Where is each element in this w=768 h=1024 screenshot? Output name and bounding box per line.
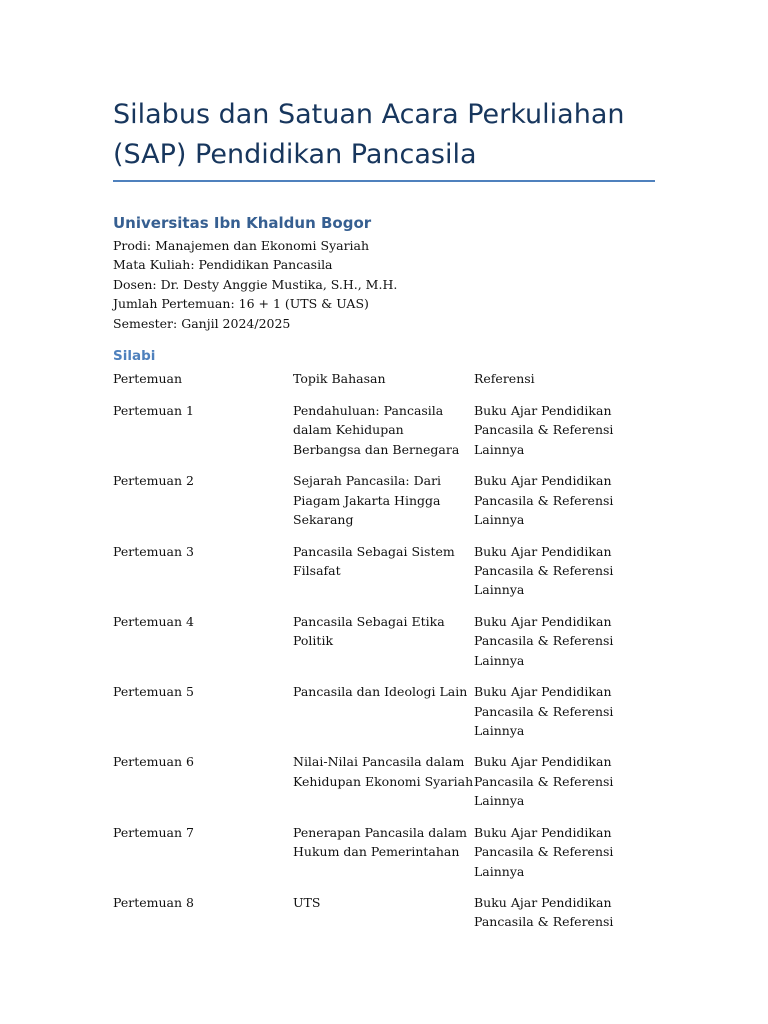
reference-cell: Buku Ajar Pendidikan Pancasila & Referensi Lainnya: [474, 473, 614, 528]
table-row: [113, 682, 658, 752]
table-header-row: [113, 369, 658, 401]
reference-cell: Buku Ajar Pendidikan Pancasila & Referensi Lainnya: [474, 824, 614, 879]
reference-cell: Buku Ajar Pendidikan Pancasila & Referensi Lainnya: [474, 613, 614, 668]
table-row: [113, 401, 658, 471]
table-row: [113, 893, 658, 963]
meeting-cell: Pertemuan 7: [113, 824, 194, 840]
table-row: [113, 823, 658, 893]
topic-cell: Penerapan Pancasila dalam Hukum dan Pemerintahan: [293, 824, 467, 860]
reference-cell: Buku Ajar Pendidikan Pancasila & Referensi Lainnya: [474, 403, 614, 457]
silabi-heading: Silabi: [113, 348, 156, 364]
column-header-referensi: Referensi: [474, 371, 535, 386]
column-header-topik: Topik Bahasan: [293, 371, 386, 386]
topic-cell: Nilai-Nilai Pancasila dalam Kehidupan Ekonomi Syariah: [293, 754, 474, 789]
course-info: [113, 236, 397, 333]
meeting-cell: Pertemuan 6: [113, 754, 194, 770]
topic-cell: Pendahuluan: Pancasila dalam Kehidupan Berbangsa dan Bernegara: [293, 403, 460, 457]
meeting-cell: Pertemuan 2: [113, 473, 194, 489]
table-row: [113, 471, 658, 541]
meeting-cell: Pertemuan 8: [113, 895, 194, 911]
reference-cell: Buku Ajar Pendidikan Pancasila & Referensi Lainnya: [474, 754, 614, 809]
meeting-cell: Pertemuan 3: [113, 543, 194, 559]
mata-kuliah-line: Mata Kuliah: Pendidikan Pancasila: [113, 257, 333, 273]
column-header-pertemuan: Pertemuan: [113, 371, 183, 386]
jumlah-pertemuan-line: Jumlah Pertemuan: 16 + 1 (UTS & UAS): [113, 296, 369, 312]
topic-cell: UTS: [293, 895, 321, 911]
meeting-cell: Pertemuan 4: [113, 613, 194, 629]
dosen-line: Dosen: Dr. Desty Anggie Mustika, S.H., M.H.: [113, 276, 398, 292]
semester-line: Semester: Ganjil 2024/2025: [113, 315, 291, 331]
prodi-line: Prodi: Manajemen dan Ekonomi Syariah: [113, 238, 370, 253]
reference-cell: Buku Ajar Pendidikan Pancasila & Referensi Lainnya: [474, 543, 614, 598]
syllabus-table: [113, 369, 658, 963]
title-divider: [113, 180, 655, 182]
meeting-cell: Pertemuan 1: [113, 403, 194, 418]
topic-cell: Pancasila Sebagai Etika Politik: [293, 613, 445, 649]
meeting-cell: Pertemuan 5: [113, 684, 194, 700]
table-row: [113, 542, 658, 612]
document-title: Silabus dan Satuan Acara Perkuliahan (SAP) Pendidikan Pancasila: [113, 99, 625, 170]
topic-cell: Pancasila Sebagai Sistem Filsafat: [293, 543, 455, 578]
reference-cell: Buku Ajar Pendidikan Pancasila & Referensi Lainnya: [474, 684, 614, 738]
topic-cell: Sejarah Pancasila: Dari Piagam Jakarta Hingga Sekarang: [293, 473, 442, 528]
topic-cell: Pancasila dan Ideologi Lain: [293, 684, 468, 700]
university-heading: Universitas Ibn Khaldun Bogor: [113, 214, 372, 232]
table-row: [113, 612, 658, 682]
reference-cell: Buku Ajar Pendidikan Pancasila & Referensi: [474, 895, 614, 930]
table-row: [113, 752, 658, 822]
